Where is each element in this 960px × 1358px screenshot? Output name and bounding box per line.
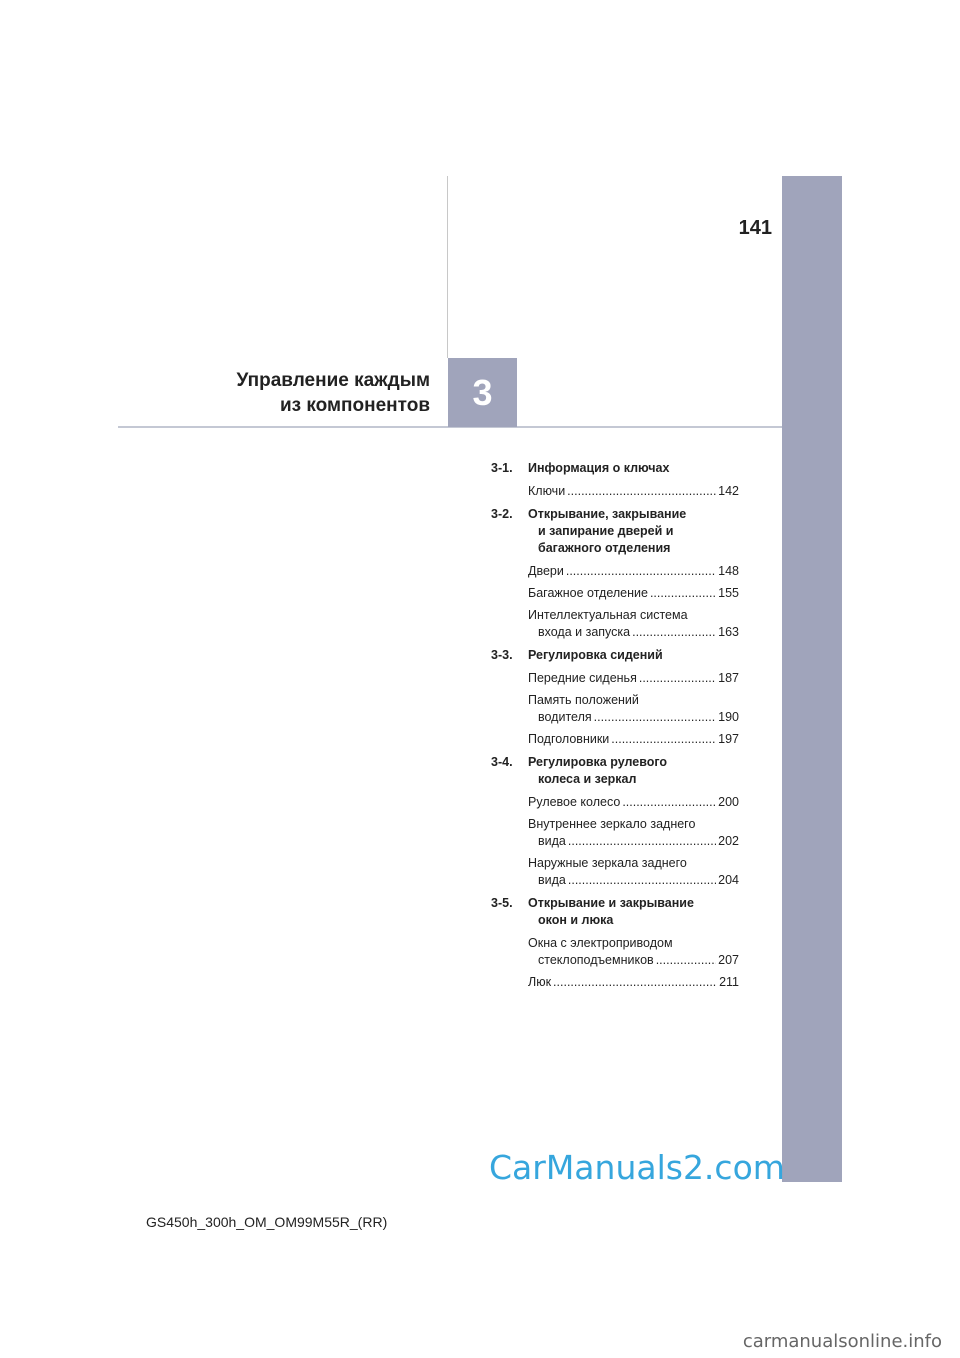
toc-entry[interactable] [528, 585, 739, 602]
toc-entry[interactable] [528, 607, 739, 641]
toc-entry[interactable] [528, 731, 739, 748]
dot-leader [594, 709, 717, 726]
watermark-site: carmanualsonline.info [742, 1331, 942, 1352]
chapter-number-box: 3 [448, 358, 517, 427]
section-title [528, 754, 739, 788]
entry-leader-line [528, 624, 739, 641]
entry-leader-line [528, 585, 739, 602]
entry-title-line: Рулевое колесо [528, 795, 621, 809]
entry-leader-line [528, 974, 739, 991]
entry-leader-line [528, 872, 739, 889]
section-heading[interactable] [491, 460, 739, 477]
dot-leader [566, 563, 716, 580]
entry-leader-line [528, 833, 739, 850]
page-reference: 204 [718, 873, 739, 887]
section-title [528, 460, 739, 477]
toc-section [491, 754, 739, 889]
chapter-title [237, 368, 430, 418]
section-title-line: багажного отделения [538, 541, 671, 555]
page-reference: 200 [718, 795, 739, 809]
entry-title-line: водителя [538, 710, 592, 724]
toc-entry[interactable] [528, 563, 739, 580]
chapter-side-tab [782, 176, 842, 1182]
section-heading[interactable] [491, 895, 739, 929]
entry-leader-line [528, 563, 739, 580]
entry-title-line: вида [538, 834, 566, 848]
toc-entry[interactable] [528, 692, 739, 726]
page-reference: 211 [719, 975, 739, 989]
chapter-title-line-1: Управление каждым [236, 370, 430, 391]
dot-leader [568, 872, 716, 889]
section-title-line: окон и люка [538, 913, 614, 927]
entry-title-line: стеклоподъемников [538, 953, 654, 967]
toc-entry[interactable] [528, 816, 739, 850]
entry-title-line: Люк [528, 975, 552, 989]
toc-entry[interactable] [528, 670, 739, 687]
page-reference: 190 [718, 710, 739, 724]
entry-leader-line [528, 952, 739, 969]
entry-title-line: Память положений [528, 693, 639, 707]
section-title [528, 647, 739, 664]
dot-leader [650, 585, 716, 602]
page-reference: 197 [718, 732, 739, 746]
section-title [528, 895, 739, 929]
section-heading[interactable] [491, 754, 739, 788]
section-heading[interactable] [491, 647, 739, 664]
section-heading[interactable] [491, 506, 739, 557]
vertical-divider [447, 176, 448, 358]
section-title-line: Регулировка рулевого [528, 755, 668, 769]
toc-entry[interactable] [528, 935, 739, 969]
entry-title-line: Багажное отделение [528, 586, 648, 600]
chapter-title-line-2: из компонентов [279, 395, 430, 416]
section-number: 3-3. [491, 648, 513, 662]
entry-title-line: Окна с электроприводом [528, 936, 673, 950]
section-title-line: колеса и зеркал [538, 772, 637, 786]
toc-entry[interactable] [528, 855, 739, 889]
entry-title-line: Интеллектуальная система [528, 608, 688, 622]
section-title-line: Регулировка сидений [528, 648, 663, 662]
dot-leader [622, 794, 716, 811]
page-reference: 155 [718, 586, 739, 600]
toc-entry[interactable] [528, 794, 739, 811]
toc-entry[interactable] [528, 483, 739, 500]
page-reference: 207 [718, 953, 739, 967]
toc-entry[interactable] [528, 974, 739, 991]
dot-leader [553, 974, 717, 991]
toc-section [491, 460, 739, 500]
dot-leader [611, 731, 716, 748]
section-number: 3-1. [491, 461, 513, 475]
watermark-logo: CarManuals2.com [489, 1148, 785, 1187]
section-number: 3-5. [491, 896, 513, 910]
page-reference: 148 [718, 564, 739, 578]
section-title [528, 506, 739, 557]
entry-title-line: Подголовники [528, 732, 610, 746]
entry-title-line: вида [538, 873, 566, 887]
entry-title-line: Наружные зеркала заднего [528, 856, 687, 870]
entry-leader-line [528, 794, 739, 811]
page-reference: 202 [718, 834, 739, 848]
entry-title-line: Внутреннее зеркало заднего [528, 817, 696, 831]
entry-leader-line [528, 731, 739, 748]
section-title-line: Информация о ключах [528, 461, 670, 475]
page-number: 141 [738, 217, 772, 239]
section-number: 3-4. [491, 755, 513, 769]
toc-section [491, 506, 739, 641]
dot-leader [656, 952, 716, 969]
dot-leader [568, 833, 716, 850]
entry-title-line: Двери [528, 564, 564, 578]
dot-leader [632, 624, 716, 641]
section-title-line: и запирание дверей и [538, 524, 674, 538]
toc-section [491, 647, 739, 748]
section-number: 3-2. [491, 507, 513, 521]
entry-leader-line [528, 483, 739, 500]
dot-leader [567, 483, 716, 500]
page-reference: 163 [718, 625, 739, 639]
entry-title-line: Передние сиденья [528, 671, 637, 685]
entry-title-line: входа и запуска [538, 625, 631, 639]
entry-leader-line [528, 670, 739, 687]
section-title-line: Открывание, закрывание [528, 507, 687, 521]
page-reference: 142 [718, 484, 739, 498]
section-title-line: Открывание и закрывание [528, 896, 694, 910]
table-of-contents [491, 460, 739, 997]
entry-title-line: Ключи [528, 484, 566, 498]
page-reference: 187 [718, 671, 739, 685]
entry-leader-line [528, 709, 739, 726]
footer-code: GS450h_300h_OM_OM99M55R_(RR) [146, 1214, 388, 1230]
dot-leader [639, 670, 716, 687]
toc-section [491, 895, 739, 991]
